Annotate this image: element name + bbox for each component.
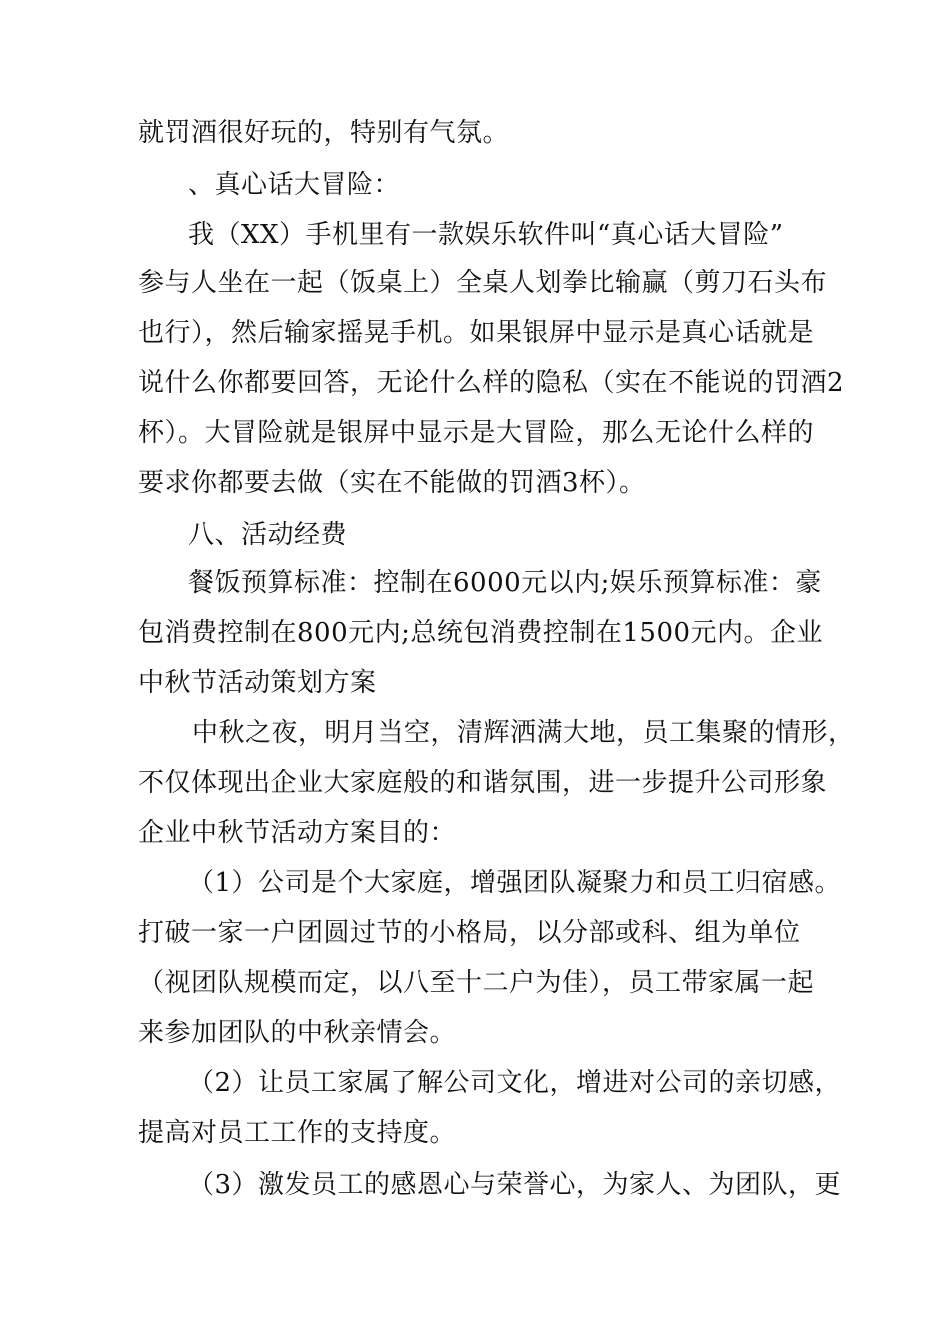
text-line: 餐饭预算标准：控制在6000元以内;娱乐预算标准：豪	[188, 568, 822, 598]
section-heading: 、真心话大冒险：	[188, 170, 401, 200]
text-line: 我（XX）手机里有一款娱乐软件叫“真心话大冒险”	[188, 220, 784, 250]
text-line: 提高对员工工作的支持度。	[138, 1118, 457, 1148]
text-line: 包消费控制在800元内;总统包消费控制在1500元内。企业	[138, 618, 824, 648]
list-item: （2）让员工家属了解公司文化，增进对公司的亲切感，	[188, 1068, 842, 1098]
text-line: 说什么你都要回答，无论什么样的隐私（实在不能说的罚酒2	[138, 368, 845, 398]
text-line: 要求你都要去做（实在不能做的罚酒3杯）。	[138, 468, 646, 498]
list-item: （1）公司是个大家庭，增强团队凝聚力和员工归宿感。	[188, 868, 842, 898]
text-line: 来参加团队的中秋亲情会。	[138, 1018, 457, 1048]
section-heading: 八、活动经费	[188, 520, 348, 550]
text-line: 也行），然后输家摇晃手机。如果银屏中显示是真心话就是	[138, 318, 815, 348]
text-line: 不仅体现出企业大家庭般的和谐氛围，进一步提升公司形象	[138, 768, 828, 798]
document-title: 中秋节活动策划方案	[138, 668, 377, 698]
text-line: 企业中秋节活动方案目的：	[138, 818, 457, 848]
text-line: 参与人坐在一起（饭桌上）全桌人划拳比输赢（剪刀石头布	[138, 268, 828, 298]
list-item: （3）激发员工的感恩心与荣誉心，为家人、为团队，更	[188, 1170, 842, 1200]
text-line: 就罚酒很好玩的，特别有气氛。	[138, 118, 510, 148]
text-line: 打破一家一户团圆过节的小格局，以分部或科、组为单位	[138, 918, 801, 948]
text-line: 中秋之夜，明月当空，清辉洒满大地，员工集聚的情形，	[192, 718, 855, 748]
text-line: （视团队规模而定，以八至十二户为佳），员工带家属一起	[138, 968, 815, 998]
text-line: 杯）。大冒险就是银屏中显示是大冒险，那么无论什么样的	[138, 418, 815, 448]
